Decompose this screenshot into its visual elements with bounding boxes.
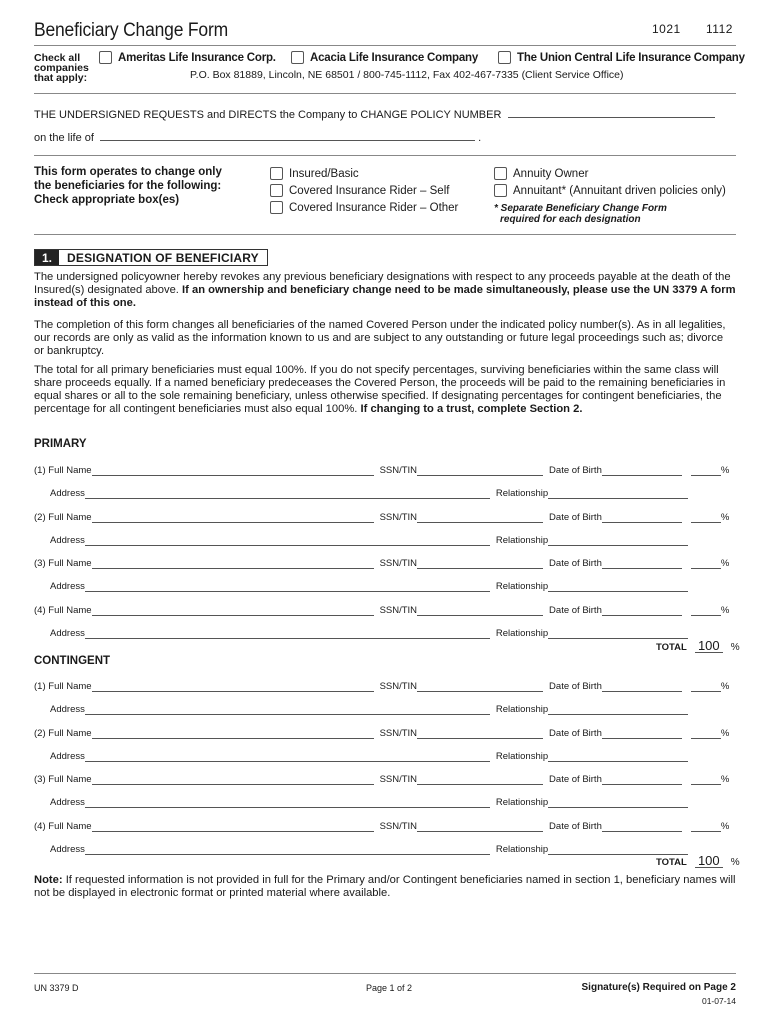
- companies-divider: [34, 93, 736, 94]
- footer-page-number: Page 1 of 2: [366, 983, 413, 993]
- header-divider: [34, 45, 736, 46]
- contingent-address-row: Address Relationship: [50, 701, 752, 715]
- primary-total-value[interactable]: 100: [695, 640, 723, 653]
- contingent-percent-input[interactable]: [691, 682, 721, 692]
- company-ameritas[interactable]: Ameritas Life Insurance Corp.: [99, 51, 276, 64]
- primary-relationship-input[interactable]: [548, 489, 688, 499]
- primary-ssn-input[interactable]: [417, 466, 543, 476]
- operates-divider: [34, 234, 736, 235]
- contingent-ssn-input[interactable]: [417, 822, 543, 832]
- primary-percent-input[interactable]: [691, 606, 721, 616]
- primary-dob-input[interactable]: [602, 559, 682, 569]
- contingent-percent-input[interactable]: [691, 729, 721, 739]
- form-code-1: 1021: [652, 22, 681, 36]
- option-rider-self[interactable]: Covered Insurance Rider – Self: [270, 182, 458, 199]
- option-rider-other-checkbox[interactable]: [270, 201, 283, 214]
- note-paragraph: Note: If requested information is not provided in full for the Primary and/or Contingent beneficiaries named in section 1, beneficiary names will not be displayed in electronic format or printed material where available.: [34, 874, 736, 899]
- primary-percent-input[interactable]: [691, 559, 721, 569]
- primary-title: PRIMARY: [34, 438, 87, 450]
- option-annuitant-checkbox[interactable]: [494, 184, 507, 197]
- contingent-relationship-input[interactable]: [548, 798, 688, 808]
- policy-number-input[interactable]: [508, 107, 715, 118]
- life-of-line: on the life of .: [34, 132, 482, 144]
- primary-full-name-input[interactable]: [92, 466, 374, 476]
- section-1-paragraph-3: The total for all primary beneficiaries must equal 100%. If you do not specify percentages, surviving beneficiaries within the same class will share proceeds equally. If a named beneficiary predeceases the Covered Person, the proceeds will be paid to the remaining beneficiaries in equal shares or all to the sole remaining beneficiary, unless otherwise specified. If designating percentages for contingent beneficiaries, the percentage for all contingent beneficiaries must also equal 100%. If changing to a trust, complete Section 2.: [34, 364, 726, 415]
- company-acacia-checkbox[interactable]: [291, 51, 304, 64]
- primary-percent-input[interactable]: [691, 466, 721, 476]
- contingent-ssn-input[interactable]: [417, 682, 543, 692]
- primary-ssn-input[interactable]: [417, 606, 543, 616]
- contingent-full-name-input[interactable]: [92, 682, 374, 692]
- company-union-central-checkbox[interactable]: [498, 51, 511, 64]
- contingent-full-name-input[interactable]: [92, 775, 374, 785]
- footer-divider: [34, 973, 736, 974]
- contingent-percent-input[interactable]: [691, 775, 721, 785]
- primary-ssn-input[interactable]: [417, 559, 543, 569]
- primary-full-name-input[interactable]: [92, 513, 374, 523]
- contingent-full-name-input[interactable]: [92, 729, 374, 739]
- option-annuitant[interactable]: Annuitant* (Annuitant driven policies only): [494, 182, 726, 199]
- company-union-central[interactable]: The Union Central Life Insurance Company: [498, 51, 745, 64]
- primary-total: TOTAL 100 %: [656, 638, 740, 653]
- option-rider-other[interactable]: Covered Insurance Rider – Other: [270, 199, 458, 216]
- primary-beneficiary-row: (4) Full Name SSN/TIN Date of Birth %: [34, 604, 730, 616]
- contingent-address-input[interactable]: [85, 752, 490, 762]
- contingent-ssn-input[interactable]: [417, 775, 543, 785]
- contingent-address-row: Address Relationship: [50, 748, 752, 762]
- contingent-relationship-input[interactable]: [548, 845, 688, 855]
- primary-relationship-input[interactable]: [548, 629, 688, 639]
- operates-instructions: This form operates to change only the beneficiaries for the following: Check appropriate box(es): [34, 166, 222, 206]
- section-1-paragraph-1: The undersigned policyowner hereby revokes any previous beneficiary designations with respect to any proceeds payable at the death of the Insured(s) designated above. If an ownership and beneficiary change need to be made simultaneously, please use the UN 3379 A form instead of this one.: [34, 271, 736, 309]
- primary-full-name-input[interactable]: [92, 559, 374, 569]
- contingent-beneficiary-row: (3) Full Name SSN/TIN Date of Birth %: [34, 774, 730, 785]
- option-insured-basic[interactable]: Insured/Basic: [270, 165, 458, 182]
- companies-label: Check all companies that apply:: [34, 52, 89, 84]
- contingent-address-input[interactable]: [85, 845, 490, 855]
- contingent-dob-input[interactable]: [602, 775, 682, 785]
- company-acacia[interactable]: Acacia Life Insurance Company: [291, 51, 478, 64]
- contingent-percent-input[interactable]: [691, 822, 721, 832]
- primary-relationship-input[interactable]: [548, 582, 688, 592]
- section-1-paragraph-2: The completion of this form changes all beneficiaries of the named Covered Person under the indicated policy number(s). As in all legalities, our records are only as valid as the information known to us and are subject to any outstanding or future legal proceedings such as; divorce or bankruptcy.: [34, 319, 726, 357]
- primary-address-row: Address Relationship: [50, 625, 752, 639]
- primary-address-input[interactable]: [85, 489, 490, 499]
- contingent-address-input[interactable]: [85, 705, 490, 715]
- primary-percent-input[interactable]: [691, 513, 721, 523]
- primary-address-input[interactable]: [85, 629, 490, 639]
- coverage-options-left: [270, 165, 458, 216]
- contingent-dob-input[interactable]: [602, 729, 682, 739]
- contingent-ssn-input[interactable]: [417, 729, 543, 739]
- primary-address-row: Address Relationship: [50, 578, 752, 592]
- contingent-total-value[interactable]: 100: [695, 855, 723, 868]
- contingent-address-row: Address Relationship: [50, 794, 752, 808]
- client-service-address: P.O. Box 81889, Lincoln, NE 68501 / 800-745-1112, Fax 402-467-7335 (Client Service Office): [190, 69, 624, 81]
- policy-number-line: THE UNDERSIGNED REQUESTS and DIRECTS the Company to CHANGE POLICY NUMBER: [34, 107, 715, 121]
- section-1-title: DESIGNATION OF BENEFICIARY: [67, 251, 259, 265]
- primary-address-input[interactable]: [85, 536, 490, 546]
- option-annuity-owner[interactable]: Annuity Owner: [494, 165, 726, 182]
- footer-revision-date: 01-07-14: [701, 996, 736, 1006]
- option-annuity-owner-checkbox[interactable]: [494, 167, 507, 180]
- coverage-options-right: [494, 165, 726, 199]
- company-ameritas-checkbox[interactable]: [99, 51, 112, 64]
- primary-relationship-input[interactable]: [548, 536, 688, 546]
- request-divider: [34, 155, 736, 156]
- contingent-address-row: Address Relationship: [50, 841, 752, 855]
- primary-beneficiary-row: (2) Full Name SSN/TIN Date of Birth %: [34, 511, 730, 523]
- contingent-address-input[interactable]: [85, 798, 490, 808]
- option-insured-basic-checkbox[interactable]: [270, 167, 283, 180]
- primary-dob-input[interactable]: [602, 466, 682, 476]
- form-title: Beneficiary Change Form: [34, 20, 228, 41]
- contingent-total: TOTAL 100 %: [656, 853, 740, 868]
- contingent-dob-input[interactable]: [602, 682, 682, 692]
- primary-address-row: Address Relationship: [50, 532, 752, 546]
- primary-beneficiary-row: (1) Full Name SSN/TIN Date of Birth %: [34, 465, 730, 476]
- footer-signature-note: Signature(s) Required on Page 2: [581, 982, 736, 993]
- option-rider-self-checkbox[interactable]: [270, 184, 283, 197]
- contingent-beneficiary-row: (1) Full Name SSN/TIN Date of Birth %: [34, 681, 730, 692]
- primary-address-input[interactable]: [85, 582, 490, 592]
- contingent-dob-input[interactable]: [602, 822, 682, 832]
- section-1-number: 1.: [35, 250, 59, 265]
- insured-name-input[interactable]: [100, 130, 475, 141]
- contingent-beneficiary-row: (4) Full Name SSN/TIN Date of Birth %: [34, 820, 730, 832]
- primary-beneficiary-row: (3) Full Name SSN/TIN Date of Birth %: [34, 558, 730, 569]
- primary-ssn-input[interactable]: [417, 513, 543, 523]
- contingent-full-name-input[interactable]: [92, 822, 374, 832]
- form-code-2: 1112: [706, 22, 733, 36]
- contingent-relationship-input[interactable]: [548, 752, 688, 762]
- separate-form-note: * Separate Beneficiary Change Form required for each designation: [494, 203, 667, 225]
- primary-dob-input[interactable]: [602, 513, 682, 523]
- contingent-beneficiary-row: (2) Full Name SSN/TIN Date of Birth %: [34, 727, 730, 739]
- primary-full-name-input[interactable]: [92, 606, 374, 616]
- footer-form-id: UN 3379 D: [34, 983, 79, 993]
- contingent-title: CONTINGENT: [34, 655, 111, 667]
- primary-dob-input[interactable]: [602, 606, 682, 616]
- contingent-relationship-input[interactable]: [548, 705, 688, 715]
- section-1-heading: [34, 249, 268, 266]
- primary-address-row: Address Relationship: [50, 485, 752, 499]
